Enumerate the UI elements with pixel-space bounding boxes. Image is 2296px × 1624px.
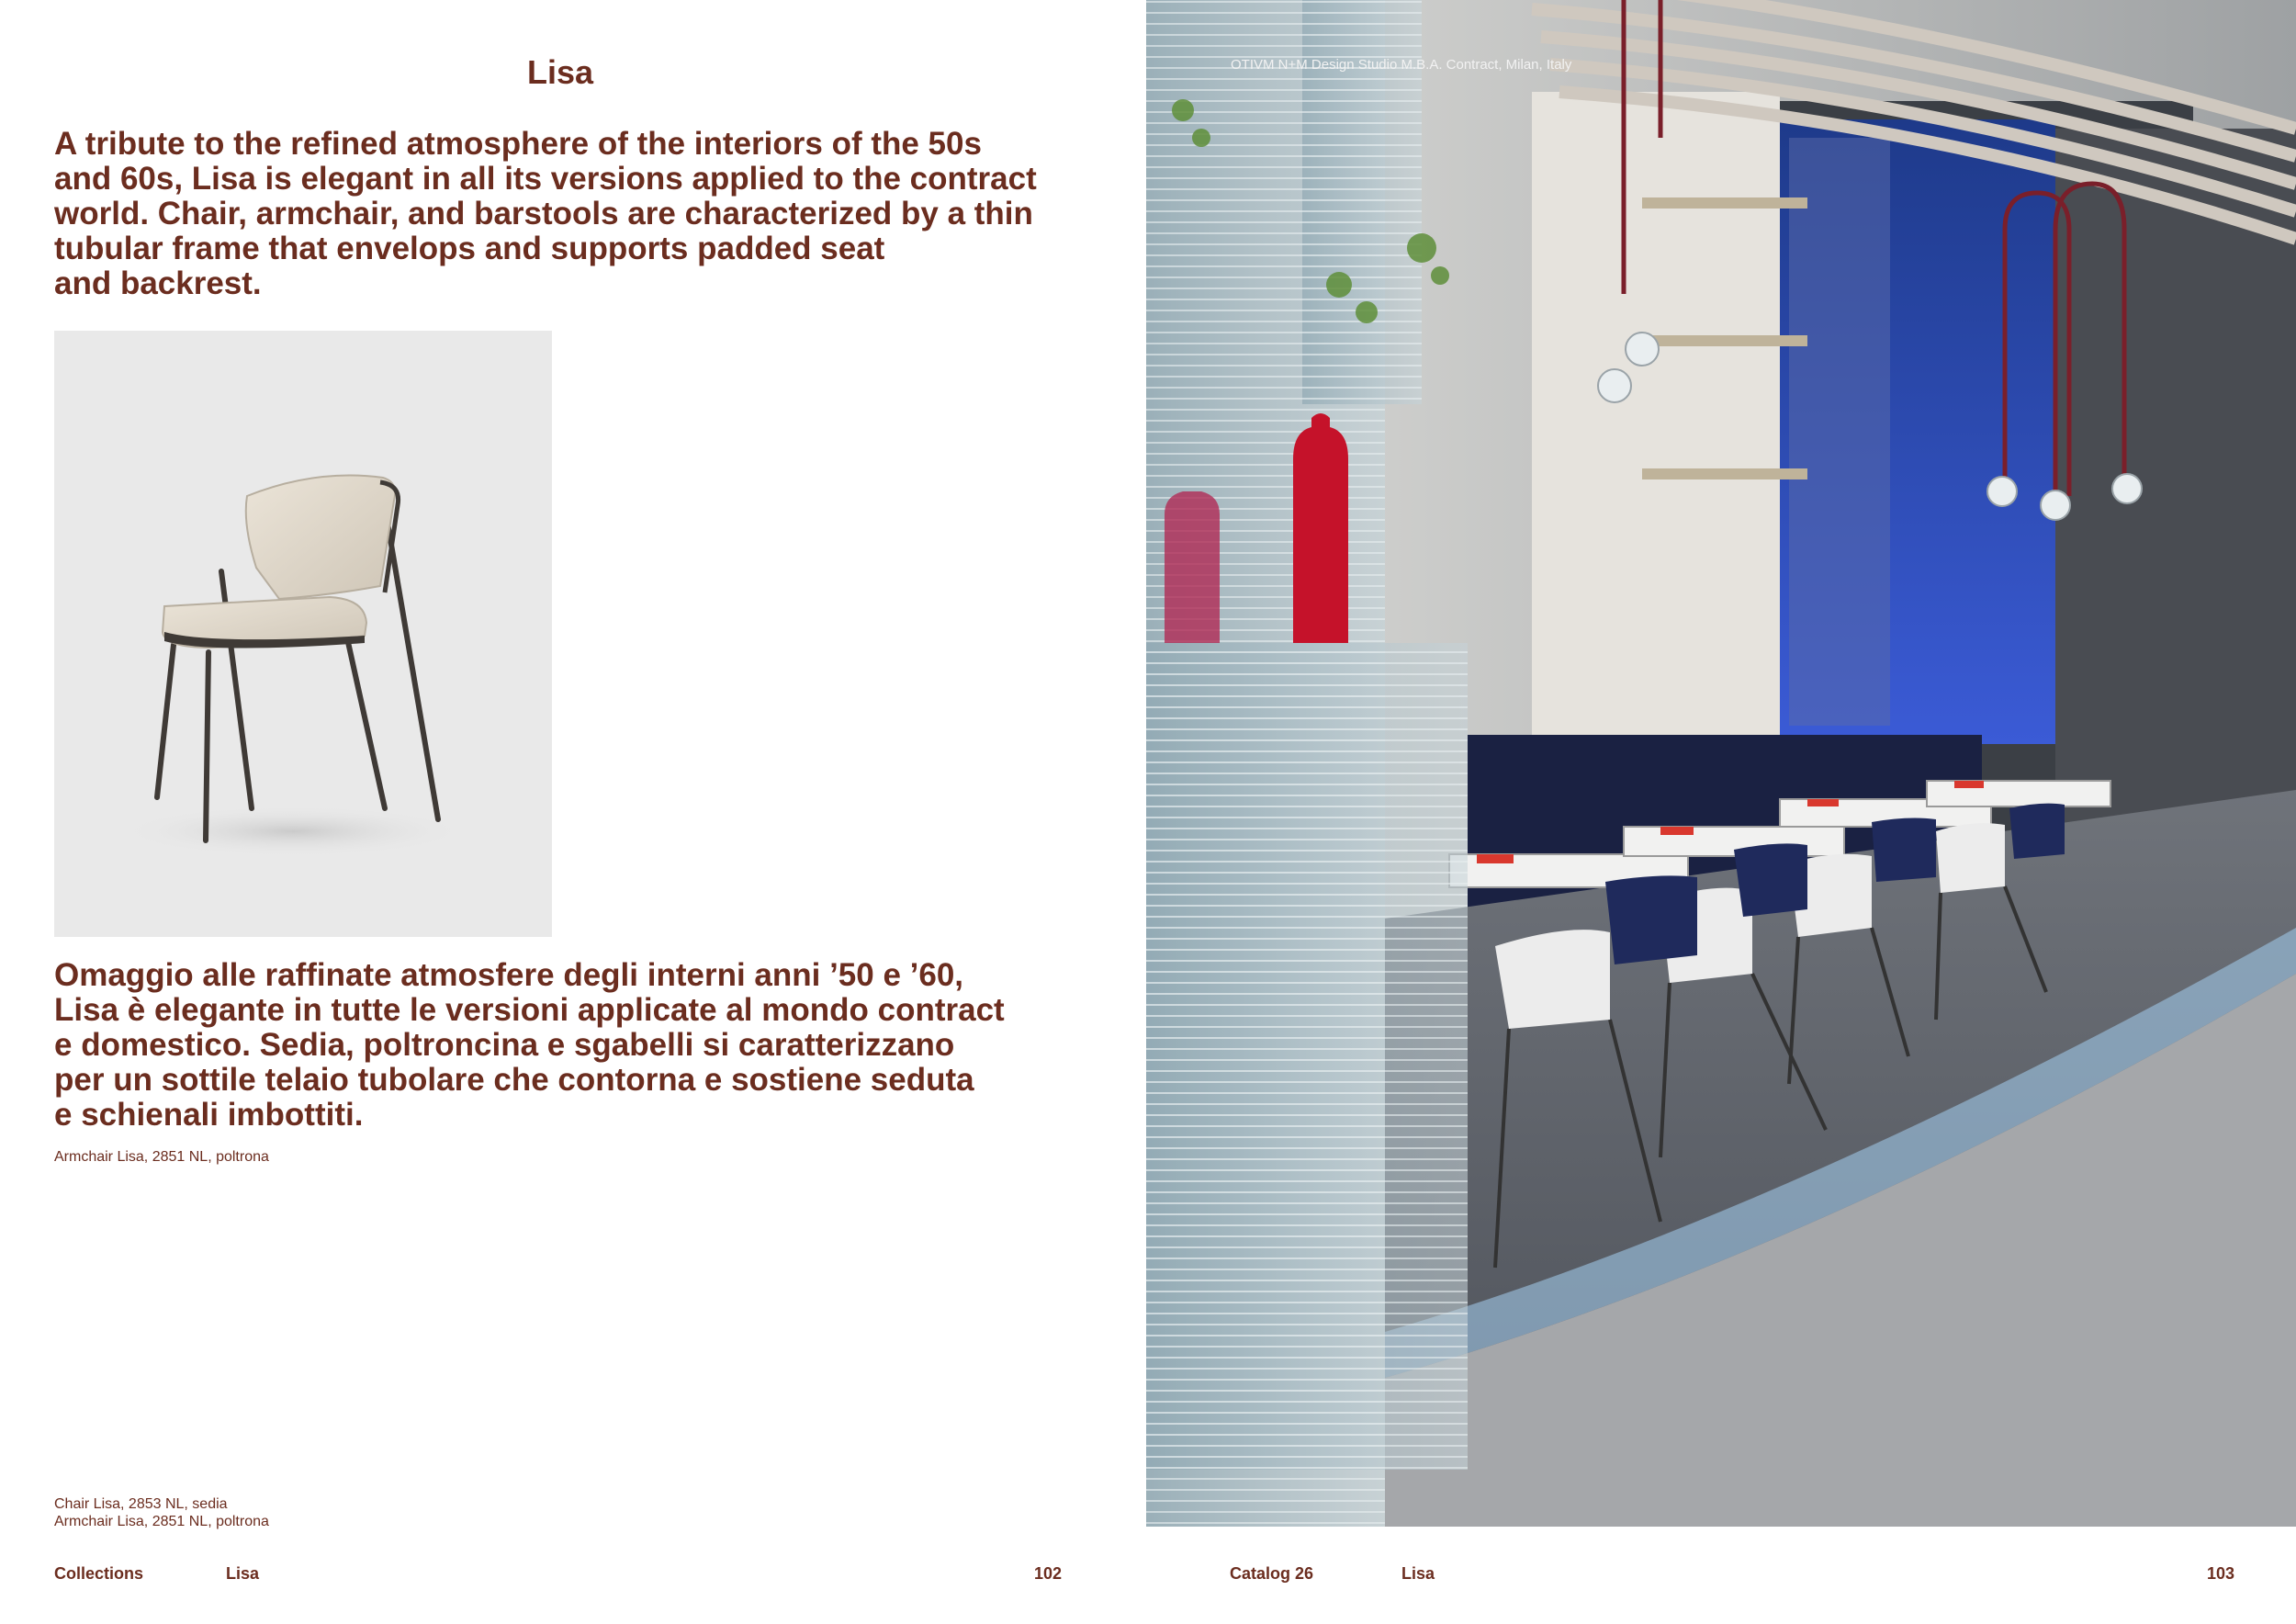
photo-credit: OTIVM N+M Design Studio M.B.A. Contract, Milan, Italy bbox=[1231, 57, 1572, 73]
right-page bbox=[1146, 0, 2296, 1624]
caption-line: Armchair Lisa, 2851 NL, poltrona bbox=[54, 1514, 269, 1529]
armchair-illustration bbox=[54, 331, 552, 937]
restaurant-scene bbox=[1146, 0, 2296, 1527]
page-title: Lisa bbox=[526, 53, 594, 91]
text-line: world. Chair, armchair, and barstools are characterized by a thin bbox=[54, 196, 1033, 231]
text-line: tubular frame that envelops and supports padded seat bbox=[54, 231, 885, 266]
caption-line: Chair Lisa, 2853 NL, sedia bbox=[54, 1496, 228, 1512]
left-page bbox=[0, 0, 1146, 1624]
text-line: Lisa è elegante in tutte le versioni applicate al mondo contract bbox=[54, 992, 1005, 1028]
armchair-product-photo bbox=[54, 331, 552, 937]
footer-collection: Lisa bbox=[1401, 1564, 1435, 1583]
page-number: 102 bbox=[1034, 1564, 1063, 1583]
page-number: 103 bbox=[2207, 1564, 2235, 1583]
footer-catalog: Catalog 26 bbox=[1230, 1564, 1314, 1583]
text-line: Omaggio alle raffinate atmosfere degli interni anni ’50 e ’60, bbox=[54, 957, 964, 993]
text-line: e domestico. Sedia, poltroncina e sgabelli si caratterizzano bbox=[54, 1027, 955, 1063]
restaurant-interior-photo bbox=[1146, 0, 2296, 1527]
text-line: A tribute to the refined atmosphere of the interiors of the 50s bbox=[54, 126, 982, 162]
photo-captions bbox=[54, 1495, 269, 1530]
intro-paragraph-italian bbox=[54, 958, 1120, 1133]
text-line: per un sottile telaio tubolare che contorna e sostiene seduta bbox=[54, 1062, 974, 1098]
text-line: and backrest. bbox=[54, 265, 262, 301]
text-line: and 60s, Lisa is elegant in all its versions applied to the contract bbox=[54, 161, 1037, 197]
footer-collection: Lisa bbox=[226, 1564, 260, 1583]
product-caption: Armchair Lisa, 2851 NL, poltrona bbox=[54, 1149, 269, 1165]
text-line: e schienali imbottiti. bbox=[54, 1097, 364, 1133]
footer-section: Collections bbox=[54, 1564, 144, 1583]
intro-paragraph-english bbox=[54, 127, 1120, 301]
